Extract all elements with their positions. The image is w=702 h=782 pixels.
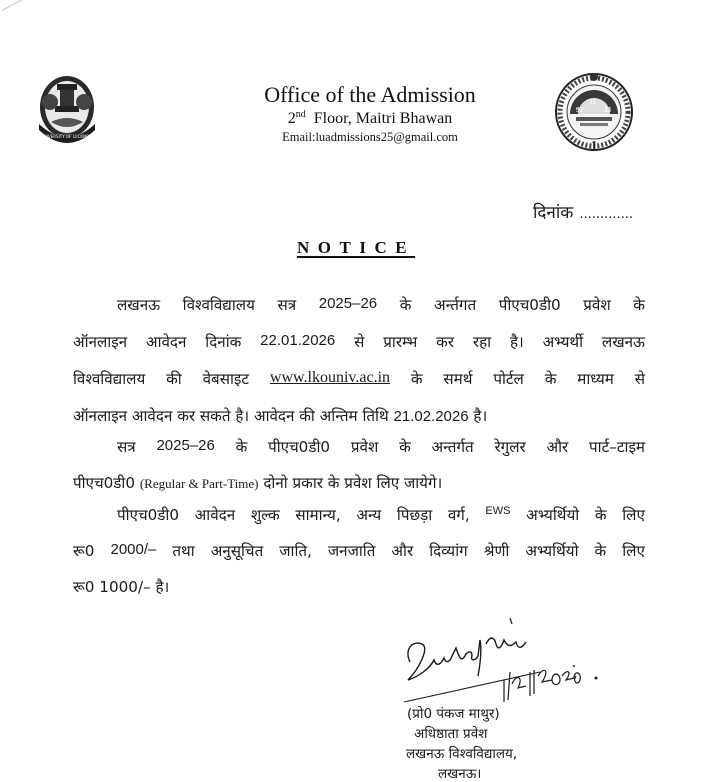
word: प्रवेश (583, 296, 611, 314)
word: सामान्य, (295, 506, 341, 524)
scan-mark (2, 0, 27, 11)
svg-text:1: 1 (590, 139, 598, 154)
word: जाति, (279, 542, 312, 560)
word: शुल्क (250, 506, 280, 524)
word: अभ्यर्थियो (526, 506, 580, 524)
word: अन्तर्गत (431, 438, 474, 456)
p2-line2: पीएच0डी0 (Regular & Part-Time) दोनो प्रकार के प्रवेश लिए जायेगे। (73, 474, 443, 492)
word: और (391, 542, 414, 560)
word: लखनऊ (601, 333, 645, 351)
date-blank: ............. (579, 207, 634, 222)
word: श्रेणी (483, 542, 510, 560)
signatory-designation: अधिष्ठाता प्रवेश (414, 726, 488, 742)
word: लखनऊ (117, 296, 161, 314)
word: रू0 (73, 542, 95, 560)
svg-text:31: 31 (589, 98, 596, 106)
office-title: Office of the Admission (264, 82, 476, 107)
word: वर्ग, (447, 506, 470, 524)
word: के (594, 542, 607, 560)
word: के (235, 438, 248, 456)
word: लिए (622, 506, 645, 524)
word: EWS (485, 505, 511, 517)
word: अर्न्तगत (433, 296, 477, 314)
website-link[interactable]: www.lkouniv.ac.in (269, 369, 391, 386)
p1-line2 (73, 332, 645, 352)
p2-line1 (117, 437, 645, 457)
word: प्रवेश (350, 438, 379, 456)
word: 22.01.2026 (260, 332, 336, 349)
word: के (410, 370, 423, 388)
word: अभ्यर्थी (542, 333, 584, 351)
word: से (634, 370, 645, 388)
word: विश्वविद्यालय (73, 370, 146, 388)
word: है। (509, 333, 524, 351)
word: समर्थ (443, 370, 473, 388)
naac-seal-logo (548, 72, 640, 154)
word: और (546, 438, 569, 456)
word: पिछड़ा (396, 506, 433, 524)
word: जनजाति (327, 542, 376, 560)
word: पीएच0डी0 (498, 296, 561, 314)
word: के (594, 506, 607, 524)
word: 2025–26 (156, 437, 215, 454)
signatory-city: लखनऊ। (438, 766, 482, 782)
word: पीएच0डी0 (268, 438, 331, 456)
word: की (166, 370, 182, 388)
p3-line1 (117, 505, 645, 525)
word: माध्यम (577, 370, 614, 388)
word: रहा (472, 333, 492, 351)
deadline-date: 21.02.2026 (393, 408, 469, 425)
word: 2025–26 (318, 295, 378, 312)
word: के (633, 296, 645, 314)
word: ऑनलाइन (73, 333, 128, 351)
handwritten-signature (400, 610, 620, 710)
word: सत्र (277, 296, 297, 314)
word: पार्ट–टाइम (589, 438, 645, 456)
word: आवेदन (194, 506, 236, 524)
p1-line4: ऑनलाइन आवेदन कर सकते है। आवेदन की अन्तिम तिथि 21.02.2026 है। (73, 407, 488, 425)
word: अन्य (356, 506, 382, 524)
word: 2000/– (110, 541, 157, 558)
word: कर (436, 333, 455, 351)
letterhead (200, 82, 540, 146)
office-address: 2nd Floor, Maitri Bhawan (287, 109, 453, 127)
word: अभ्यर्थियो (525, 542, 579, 560)
svg-text:23: 23 (604, 106, 611, 114)
p3-line2 (73, 541, 645, 561)
word: लिए (622, 542, 645, 560)
word: से (354, 333, 365, 351)
office-email: Email:luadmissions25@gmail.com (282, 130, 458, 144)
word: अनुसूचित (210, 542, 264, 560)
signatory-name: (प्रो0 पंकज माथुर) (407, 706, 500, 722)
signature-block (400, 610, 620, 782)
word: तथा (172, 542, 195, 560)
svg-text:97: 97 (576, 106, 583, 114)
word: विश्वविद्यालय (182, 296, 255, 314)
university-emblem-logo (33, 72, 101, 148)
word: रेगुलर (494, 438, 526, 456)
date-field (533, 200, 633, 223)
word: सत्र (117, 438, 136, 456)
word: वेबसाइट (202, 370, 250, 388)
word: दिव्यांग (429, 542, 468, 560)
word: के (399, 296, 412, 314)
word: पोर्टल (493, 370, 524, 388)
date-label: दिनांक (533, 203, 574, 223)
signatory-institution: लखनऊ विश्वविद्यालय, (406, 746, 518, 762)
notice-heading: NOTICE (297, 238, 416, 257)
word: के (399, 438, 411, 456)
p1-line1 (117, 295, 645, 315)
p3-line3: रू0 1000/– है। (73, 578, 170, 596)
p1-line3 (73, 369, 645, 389)
word: पीएच0डी0 (117, 506, 179, 524)
word: के (544, 370, 557, 388)
word: दिनांक (205, 333, 242, 351)
svg-text:UNIVERSITY OF LUCKNOW: UNIVERSITY OF LUCKNOW (40, 134, 94, 139)
word: प्रारम्भ (383, 333, 418, 351)
word: आवेदन (145, 333, 187, 351)
